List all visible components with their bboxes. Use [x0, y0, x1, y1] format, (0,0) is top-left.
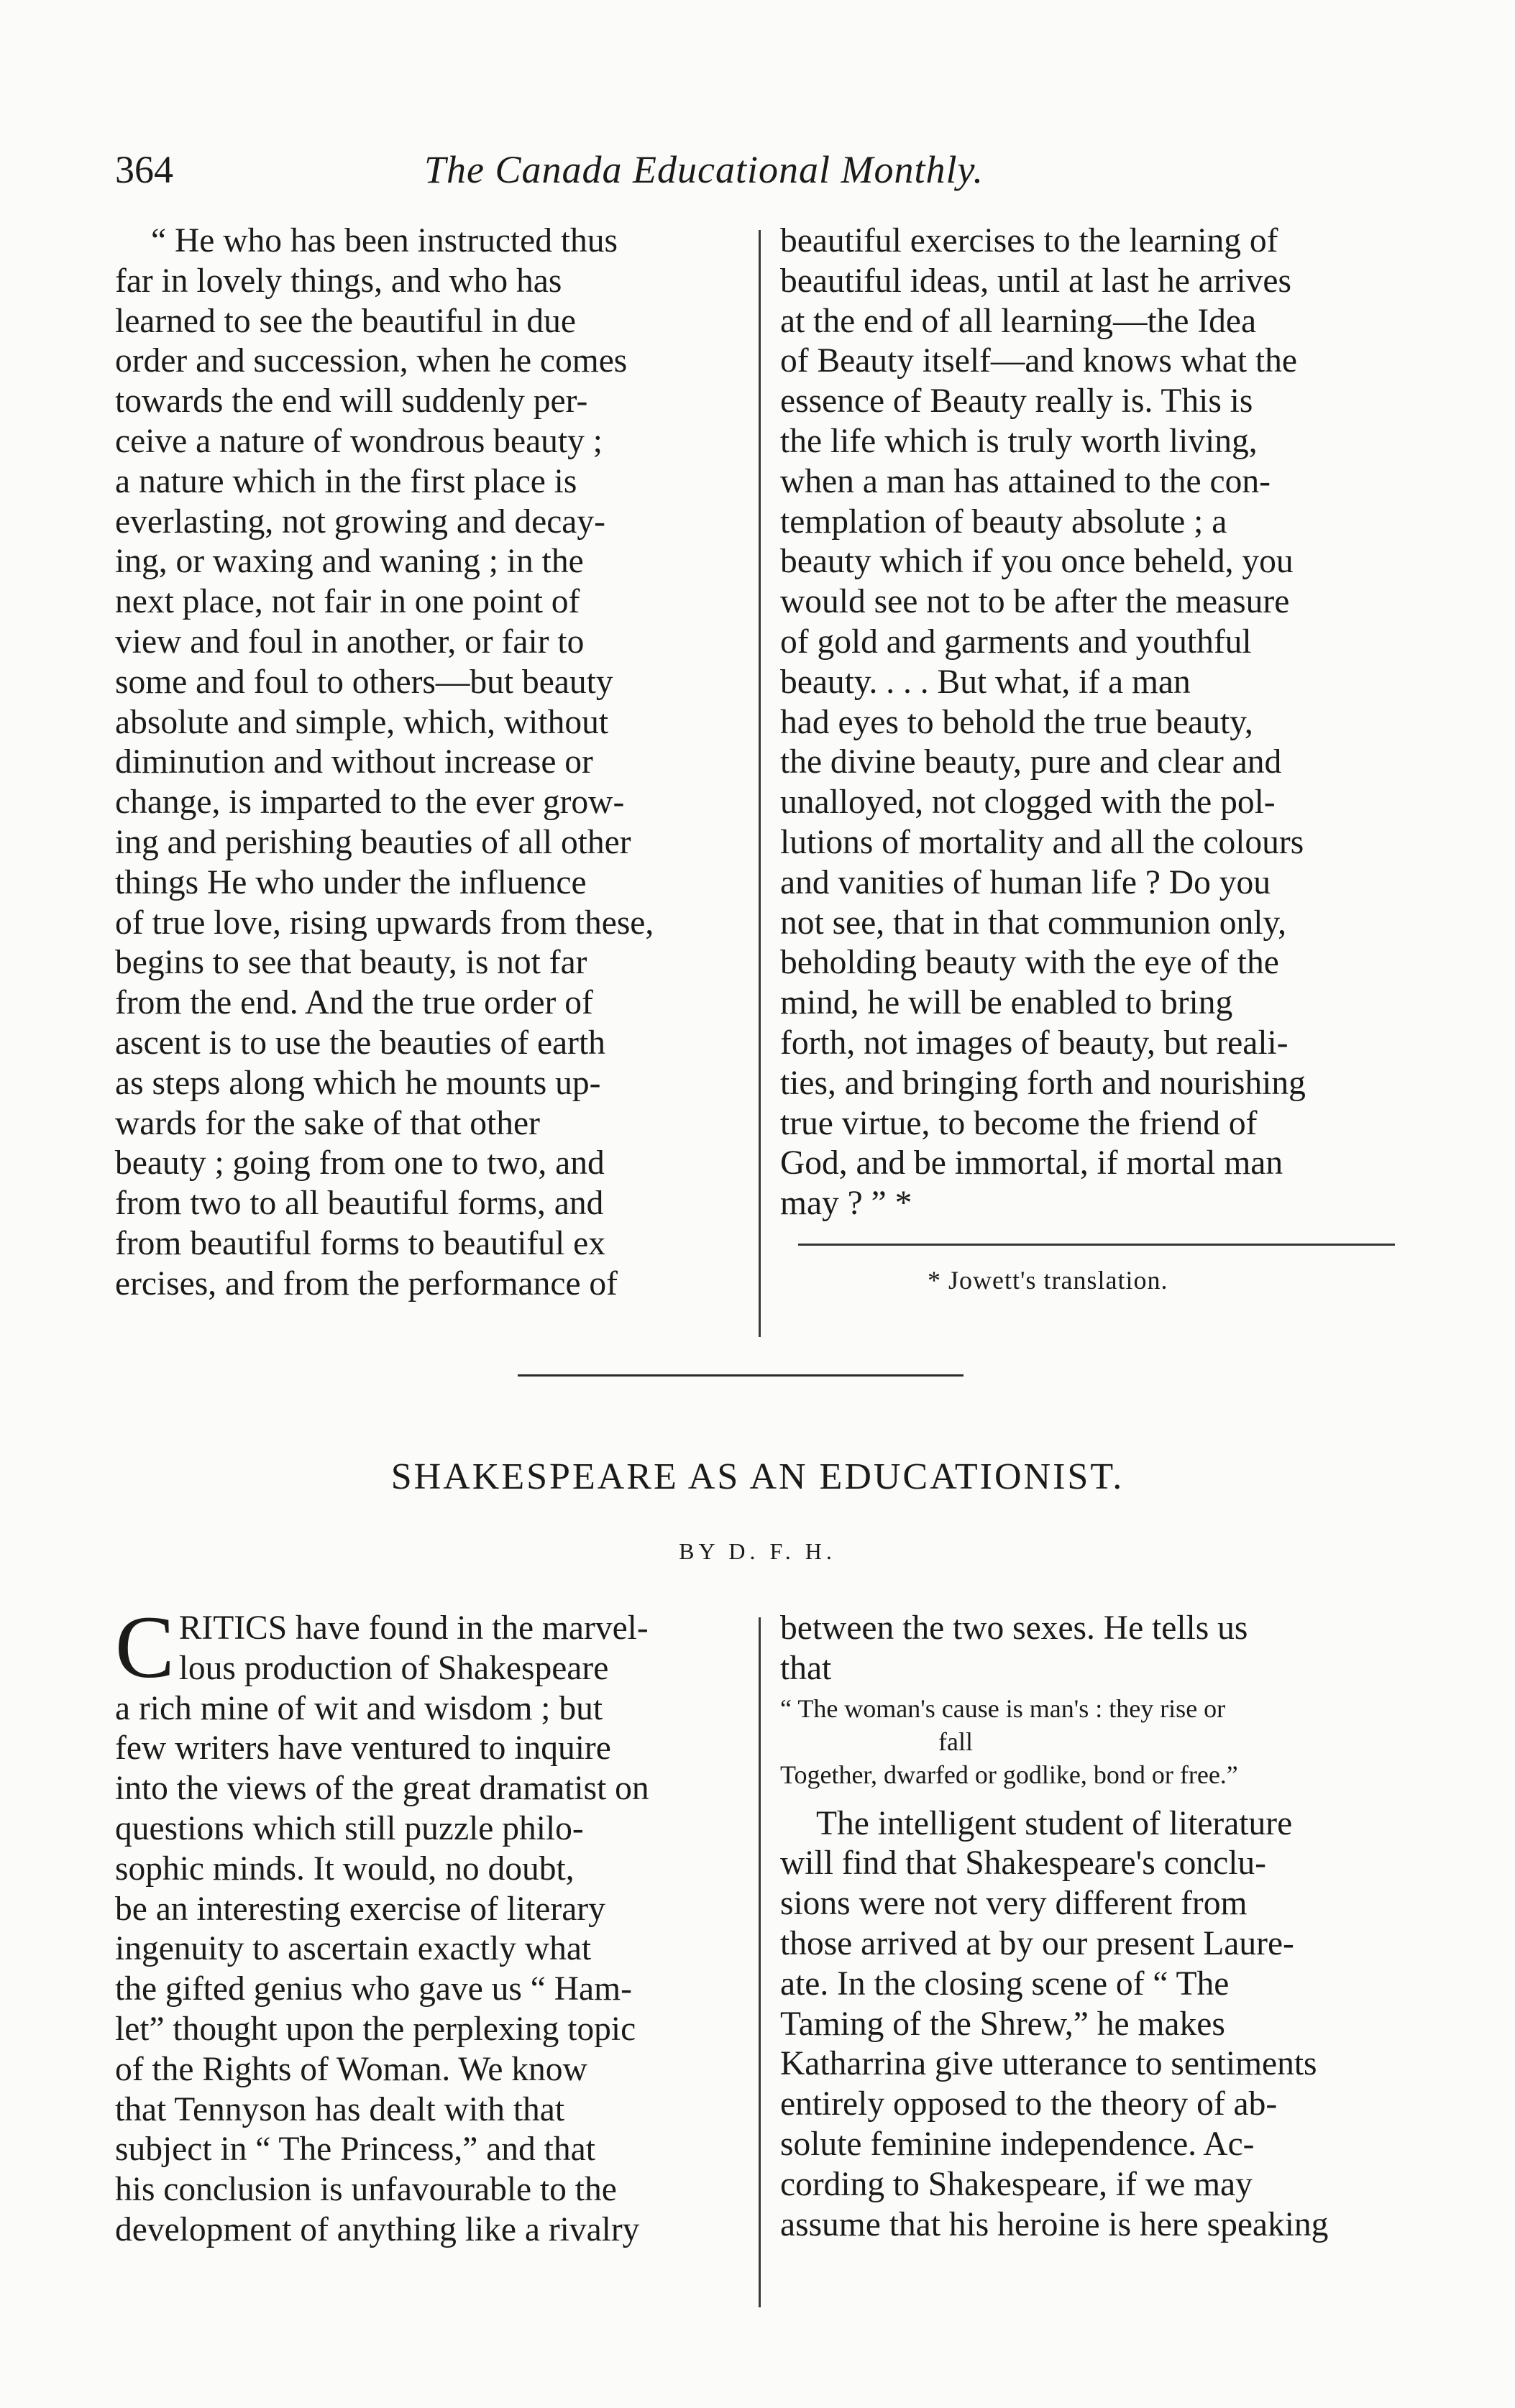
text-line: few writers have ventured to inquire: [115, 1729, 611, 1768]
text-line: ate. In the closing scene of “ The: [780, 1964, 1230, 2003]
drop-cap: C: [115, 1598, 175, 1696]
text-line: from two to all beautiful forms, and: [115, 1185, 604, 1223]
tennyson-quote: [780, 1692, 1399, 1791]
text-line: of Beauty itself—and knows what the: [780, 342, 1297, 380]
text-line: of gold and garments and youthful: [780, 622, 1252, 661]
text-line: of the Rights of Woman. We know: [115, 2050, 587, 2088]
text-line: beholding beauty with the eye of the: [780, 944, 1279, 982]
text-line: sophic minds. It would, no doubt,: [115, 1849, 575, 1888]
text-line: ceive a nature of wondrous beauty ;: [115, 422, 603, 460]
text-line: beauty. . . . But what, if a man: [780, 663, 1191, 701]
quote-line: “ The woman's cause is man's : they rise or: [780, 1694, 1226, 1723]
text-line: assume that his heroine is here speaking: [780, 2205, 1329, 2243]
quote-line: fall: [938, 1727, 973, 1756]
text-line: and vanities of human life ? Do you: [780, 863, 1271, 901]
byline: BY D. F. H.: [679, 1538, 836, 1564]
text-line: some and foul to others—but beauty: [115, 663, 613, 701]
article-title: SHAKESPEARE AS AN EDUCATIONIST.: [390, 1456, 1125, 1497]
column-divider-top: [759, 230, 761, 1337]
text-line: of true love, rising upwards from these,: [115, 904, 654, 942]
text-line: questions which still puzzle philo-: [115, 1809, 584, 1847]
text-line: things He who under the influence: [115, 863, 587, 901]
text-line: ingenuity to ascertain exactly what: [115, 1930, 592, 1968]
text-line: a nature which in the first place is: [115, 462, 577, 500]
top-right-column: [780, 221, 1399, 1224]
article-left-column: [115, 1598, 733, 2251]
text-line: had eyes to behold the true beauty,: [780, 703, 1253, 741]
text-line: everlasting, not growing and decay-: [115, 502, 605, 541]
article-right-column: [780, 1609, 1399, 2245]
text-line: templation of beauty absolute ; a: [780, 502, 1227, 541]
text-line: ties, and bringing forth and nourishing: [780, 1064, 1306, 1102]
text-line: the gifted genius who gave us “ Ham-: [115, 1970, 632, 2008]
text-line: that Tennyson has dealt with that: [115, 2090, 565, 2128]
text-line: the life which is truly worth living,: [780, 422, 1258, 460]
text-line: cording to Shakespeare, if we may: [780, 2165, 1253, 2203]
running-header: [115, 147, 1388, 205]
text-line: ing, or waxing and waning ; in the: [115, 543, 584, 581]
text-line: Katharrina give utterance to sentiments: [780, 2045, 1317, 2083]
text-line: true virtue, to become the friend of: [780, 1104, 1258, 1142]
text-line: into the views of the great dramatist on: [115, 1770, 649, 1808]
text-line: from the end. And the true order of: [115, 984, 593, 1022]
text-line: absolute and simple, which, without: [115, 703, 609, 741]
text-line: let” thought upon the perplexing topic: [115, 2010, 636, 2048]
text-line: from beautiful forms to beautiful ex: [115, 1224, 605, 1262]
text-line: beauty which if you once beheld, you: [780, 543, 1294, 581]
text-line: unalloyed, not clogged with the pol-: [780, 783, 1276, 822]
quote-line: Together, dwarfed or godlike, bond or free.”: [780, 1760, 1238, 1789]
text-line: lutions of mortality and all the colours: [780, 823, 1304, 861]
article-right-intro: [780, 1609, 1399, 1689]
text-line: development of anything like a rivalry: [115, 2210, 640, 2248]
text-line: lous production of Shakespeare: [178, 1649, 609, 1687]
text-line: ercises, and from the performance of: [115, 1264, 618, 1302]
text-line: a rich mine of wit and wisdom ; but: [115, 1689, 603, 1727]
text-line: will find that Shakespeare's conclu-: [780, 1844, 1266, 1883]
text-line: subject in “ The Princess,” and that: [115, 2131, 595, 2169]
footnote: * Jowett's translation.: [928, 1266, 1168, 1295]
text-line: The intelligent student of literature: [816, 1804, 1293, 1842]
text-line: at the end of all learning—the Idea: [780, 302, 1257, 340]
text-line: sions were not very different from: [780, 1885, 1248, 1923]
text-line: entirely opposed to the theory of ab-: [780, 2085, 1278, 2123]
text-line: diminution and without increase or: [115, 743, 593, 781]
footnote-rule: [798, 1244, 1395, 1246]
text-line: be an interesting exercise of literary: [115, 1890, 605, 1928]
text-line: those arrived at by our present Laure-: [780, 1924, 1294, 1962]
text-line: forth, not images of beauty, but reali-: [780, 1024, 1289, 1062]
text-line: essence of Beauty really is. This is: [780, 382, 1253, 421]
text-line: towards the end will suddenly per-: [115, 382, 588, 421]
text-line: change, is imparted to the ever grow-: [115, 783, 625, 822]
page-number: 364: [115, 148, 173, 191]
text-line: ing and perishing beauties of all other: [115, 823, 631, 861]
text-line: when a man has attained to the con-: [780, 462, 1271, 500]
text-line: view and foul in another, or fair to: [115, 622, 585, 661]
text-line: may ? ” *: [780, 1185, 912, 1223]
text-line: Taming of the Shrew,” he makes: [780, 2005, 1225, 2043]
top-left-column: [115, 221, 733, 1305]
text-line: RITICS have found in the marvel-: [178, 1609, 649, 1647]
text-line: that: [780, 1649, 832, 1687]
text-line: mind, he will be enabled to bring: [780, 984, 1233, 1022]
text-line: would see not to be after the measure: [780, 583, 1290, 621]
text-line: ascent is to use the beauties of earth: [115, 1024, 605, 1062]
text-line: not see, that in that communion only,: [780, 904, 1287, 942]
text-line: God, and be immortal, if mortal man: [780, 1144, 1283, 1182]
text-line: beautiful exercises to the learning of: [780, 222, 1278, 259]
text-line: “ He who has been instructed thus: [151, 222, 618, 259]
drop-cap-lines: [115, 1598, 733, 1696]
text-line: his conclusion is unfavourable to the: [115, 2171, 617, 2209]
journal-title: The Canada Educational Monthly.: [424, 148, 984, 191]
text-line: solute feminine independence. Ac-: [780, 2125, 1255, 2163]
text-line: begins to see that beauty, is not far: [115, 944, 587, 982]
text-line: beautiful ideas, until at last he arrives: [780, 262, 1291, 300]
text-line: learned to see the beautiful in due: [115, 302, 576, 340]
article-right-body: [780, 1804, 1399, 2246]
text-line: far in lovely things, and who has: [115, 262, 562, 300]
text-line: as steps along which he mounts up-: [115, 1064, 601, 1102]
text-line: between the two sexes. He tells us: [780, 1609, 1248, 1647]
column-divider-bottom: [759, 1617, 761, 2307]
text-line: order and succession, when he comes: [115, 342, 628, 380]
text-line: beauty ; going from one to two, and: [115, 1144, 605, 1182]
text-line: the divine beauty, pure and clear and: [780, 743, 1282, 781]
text-line: wards for the sake of that other: [115, 1104, 540, 1142]
article-left-body: [115, 1689, 733, 2251]
article-separator: [518, 1374, 964, 1377]
text-line: next place, not fair in one point of: [115, 583, 580, 621]
